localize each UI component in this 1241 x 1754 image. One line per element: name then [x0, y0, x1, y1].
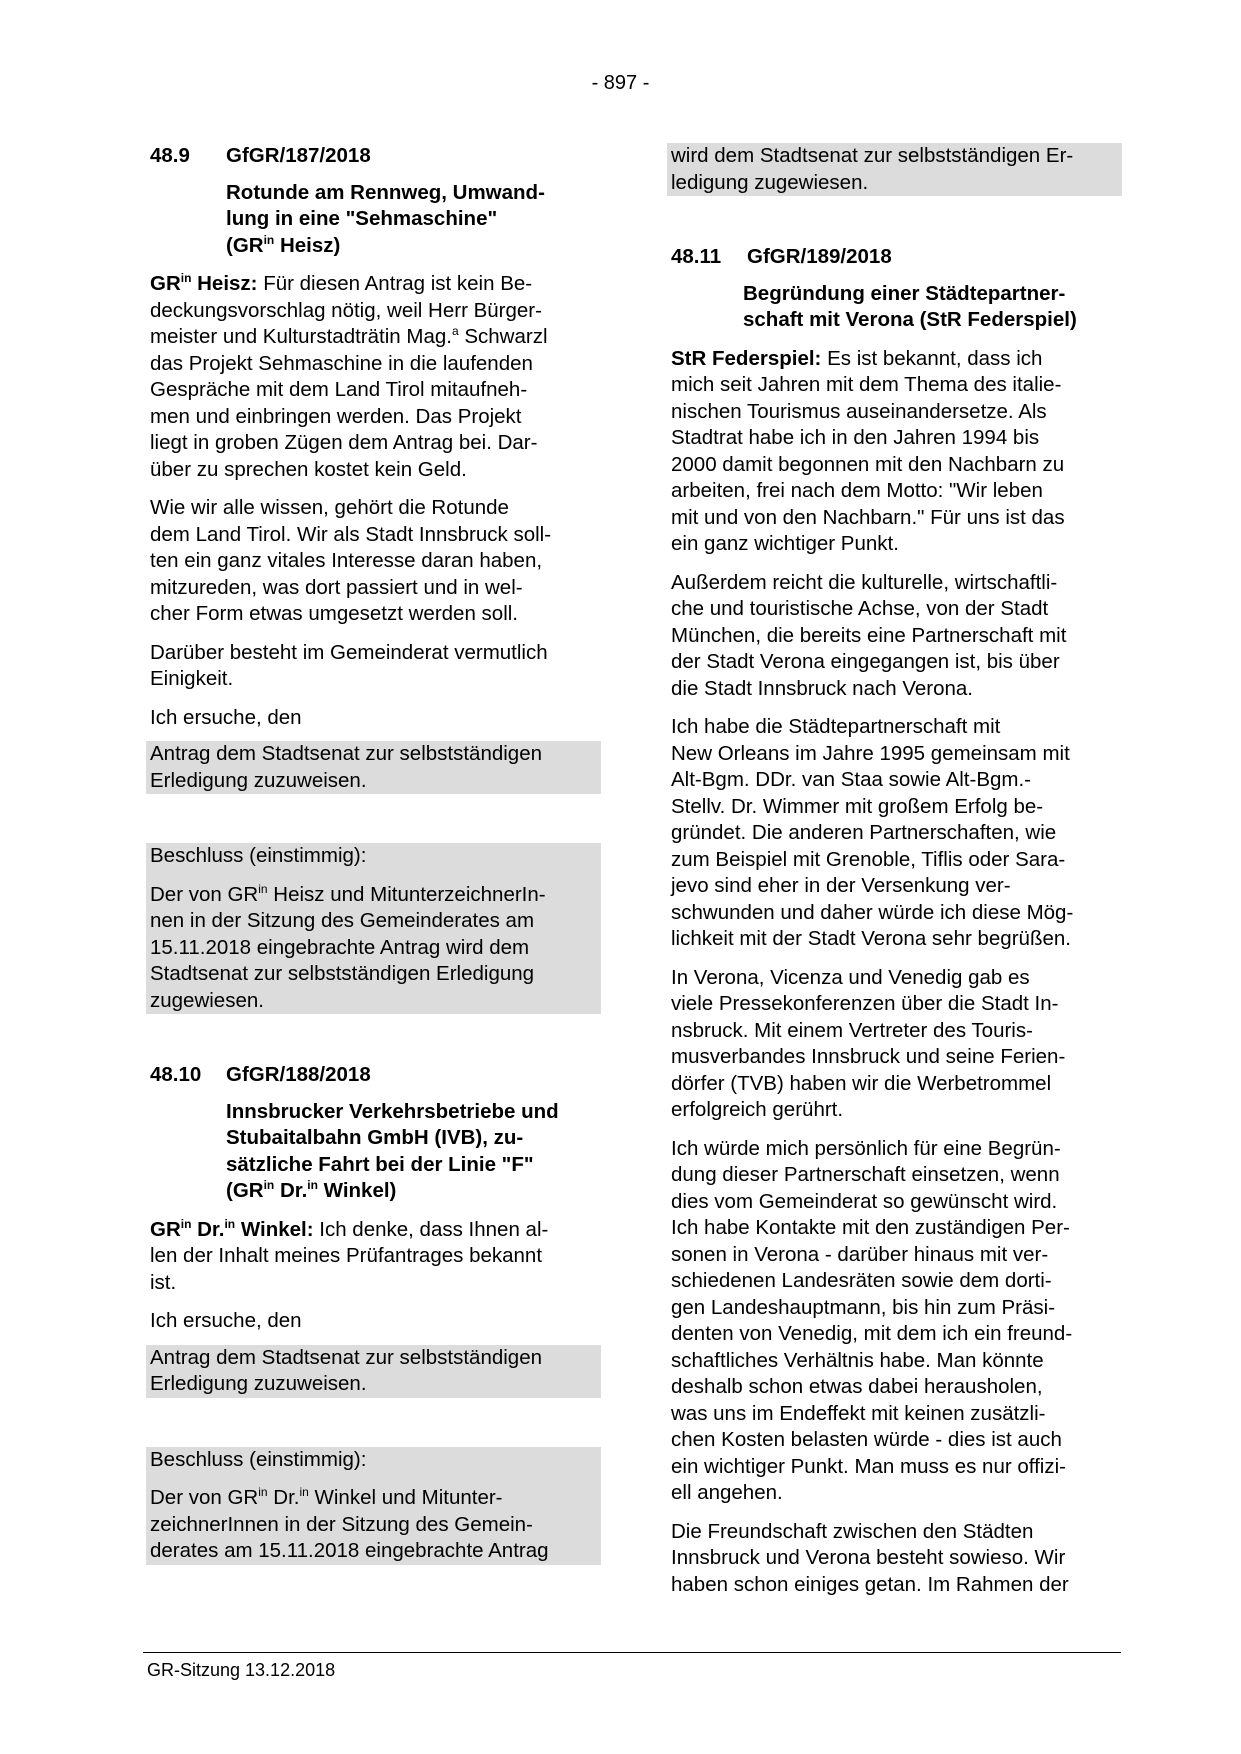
decision-box	[146, 843, 601, 1014]
decision-label: Beschluss (einstimmig):	[150, 844, 367, 867]
decision-label: Beschluss (einstimmig):	[150, 1447, 367, 1471]
speech-paragraph: Ich ersuche, den	[150, 1309, 302, 1332]
decision-text: Der von $GR^{in}$ Dr.$^{in}$ Winkel und Mitunter- zeichnerInnen in der Sitzung des Gemein- derates am 15.11.2018 eingebrachte Antrag	[150, 1485, 549, 1562]
speech-paragraph: Ich ersuche, den	[150, 705, 302, 729]
footer-text: GR-Sitzung 13.12.2018	[147, 1660, 336, 1680]
footer-divider	[143, 1652, 1121, 1653]
speech-paragraph: Wie wir alle wissen, gehört die Rotunde dem Land Tirol. Wir als Stadt Innsbruck soll- ten ein ganz vitales Interesse daran haben, mitzureden, was dort passiert und in wel- cher Form etwas umgesetzt werden soll.	[150, 496, 552, 625]
item-subject: Innsbrucker Verkehrsbetriebe und Stubaitalbahn GmbH (IVB), zu- sätzliche Fahrt bei der Linie "F" ($GR^{in}$ Dr.$^{in}$ Winkel)	[226, 1099, 559, 1202]
speech-paragraph: $GR^{in}$ Dr.$^{in}$ Winkel: Ich denke, dass Ihnen al- len der Inhalt meines Prüfantrages bekannt ist.	[150, 1216, 549, 1294]
decision-continuation: wird dem Stadtsenat zur selbstständigen Er- ledigung zugewiesen.	[667, 143, 1122, 196]
decision-text: Der von $GR^{in}$ Heisz und MitunterzeichnerIn- nen in der Sitzung des Gemeinderates am 15.11.2018 eingebrachte Antrag wird dem Stadtsenat zur selbstständigen Erledigung zugewiesen.	[150, 881, 546, 1012]
speaker-name: $GR^{in}$ Heisz:	[150, 271, 258, 295]
speech-paragraph: Ich würde mich persönlich für eine Begrün- dung dieser Partnerschaft einsetzen, wenn dies vom Gemeinderat so gewünscht wird. Ich habe Kontakte mit den zuständigen Per- sonen in Verona - darüber hinaus mit ver- schiedenen Landesräten sowie dem dorti- gen Landeshauptmann, bis hin zum Präsi- denten von Venedig, mit dem ich ein freund- schaftliches Verhältnis habe. Man könnte deshalb schon etwas dabei herausholen, was uns im Endeffekt mit keinen zusätzli- chen Kosten belasten würde - dies ist auch ein wichtiger Punkt. Man muss es nur offizi- ell angehen.	[671, 1136, 1073, 1504]
decision-box	[146, 1447, 601, 1565]
speech-paragraph: Die Freundschaft zwischen den Städten Innsbruck und Verona besteht sowieso. Wir haben schon einiges getan. Im Rahmen der	[671, 1519, 1069, 1596]
item-number: 48.11	[671, 245, 722, 268]
item-code: GfGR/188/2018	[226, 1063, 371, 1086]
item-subject: Begründung einer Städtepartner- schaft mit Verona (StR Federspiel)	[743, 281, 1077, 331]
item-code: GfGR/189/2018	[747, 245, 892, 268]
item-heading	[667, 244, 1122, 271]
speech-paragraph: $GR^{in}$ Heisz: Für diesen Antrag ist kein Be- deckungsvorschlag nötig, weil Herr Bürger- meister und Kulturstadträtin Mag.$^a$ Schwarzl das Projekt Sehmaschine in die laufenden Gespräche mit dem Land Tirol mitaufneh- men und einbringen werden. Das Projekt liegt in groben Zügen dem Antrag bei. Dar- über zu sprechen kostet kein Geld.	[150, 271, 548, 481]
speech-paragraph: In Verona, Vicenza und Venedig gab es viele Pressekonferenzen über die Stadt In- nsbruck. Mit einem Vertreter des Touris- musverbandes Innsbruck und seine Ferien- dörfer (TVB) haben wir die Werbetrommel erfolgreich gerührt.	[671, 965, 1066, 1121]
motion-box: Antrag dem Stadtsenat zur selbstständigen Erledigung zuzuweisen.	[146, 741, 601, 794]
item-heading	[146, 1062, 601, 1089]
speech-paragraph: Darüber besteht im Gemeinderat vermutlich Einigkeit.	[150, 640, 548, 690]
speech-paragraph: Außerdem reicht die kulturelle, wirtschaftli- che und touristische Achse, von der Stadt München, die bereits eine Partnerschaft mit der Stadt Verona eingegangen ist, bis über die Stadt Innsbruck nach Verona.	[671, 570, 1067, 700]
speech-paragraph: StR Federspiel: Es ist bekannt, dass ich mich seit Jahren mit dem Thema des italie- nischen Tourismus auseinandersetze. Als Stadtrat habe ich in den Jahren 1994 bis 2000 damit begonnen mit den Nachbarn zu arbeiten, frei nach dem Motto: "Wir leben mit und von den Nachbarn." Für uns ist das ein ganz wichtiger Punkt.	[671, 346, 1065, 555]
item-number: 48.10	[150, 1063, 202, 1086]
item-heading	[146, 143, 601, 170]
item-subject: Rotunde am Rennweg, Umwand- lung in eine "Sehmaschine" ($GR^{in}$ Heisz)	[226, 180, 545, 257]
page-number: - 897 -	[591, 72, 650, 94]
speaker-name: $GR^{in}$ Dr.$^{in}$ Winkel:	[150, 1216, 314, 1241]
right-column	[667, 143, 1122, 1610]
motion-box: Antrag dem Stadtsenat zur selbstständigen Erledigung zuzuweisen.	[146, 1345, 601, 1398]
speaker-name: StR Federspiel:	[671, 346, 822, 370]
item-number: 48.9	[150, 144, 190, 167]
speech-paragraph: Ich habe die Städtepartnerschaft mit New Orleans im Jahre 1995 gemeinsam mit Alt-Bgm. DDr. van Staa sowie Alt-Bgm.- Stellv. Dr. Wimmer mit großem Erfolg be- gründet. Die anderen Partnerschaften, wie zum Beispiel mit Grenoble, Tiflis oder Sara- jevo sind eher in der Versenkung ver- schwunden und daher würde ich diese Mög- lichkeit mit der Stadt Verona sehr begrüßen.	[671, 715, 1074, 950]
item-code: GfGR/187/2018	[226, 144, 371, 167]
left-column	[146, 143, 601, 1565]
